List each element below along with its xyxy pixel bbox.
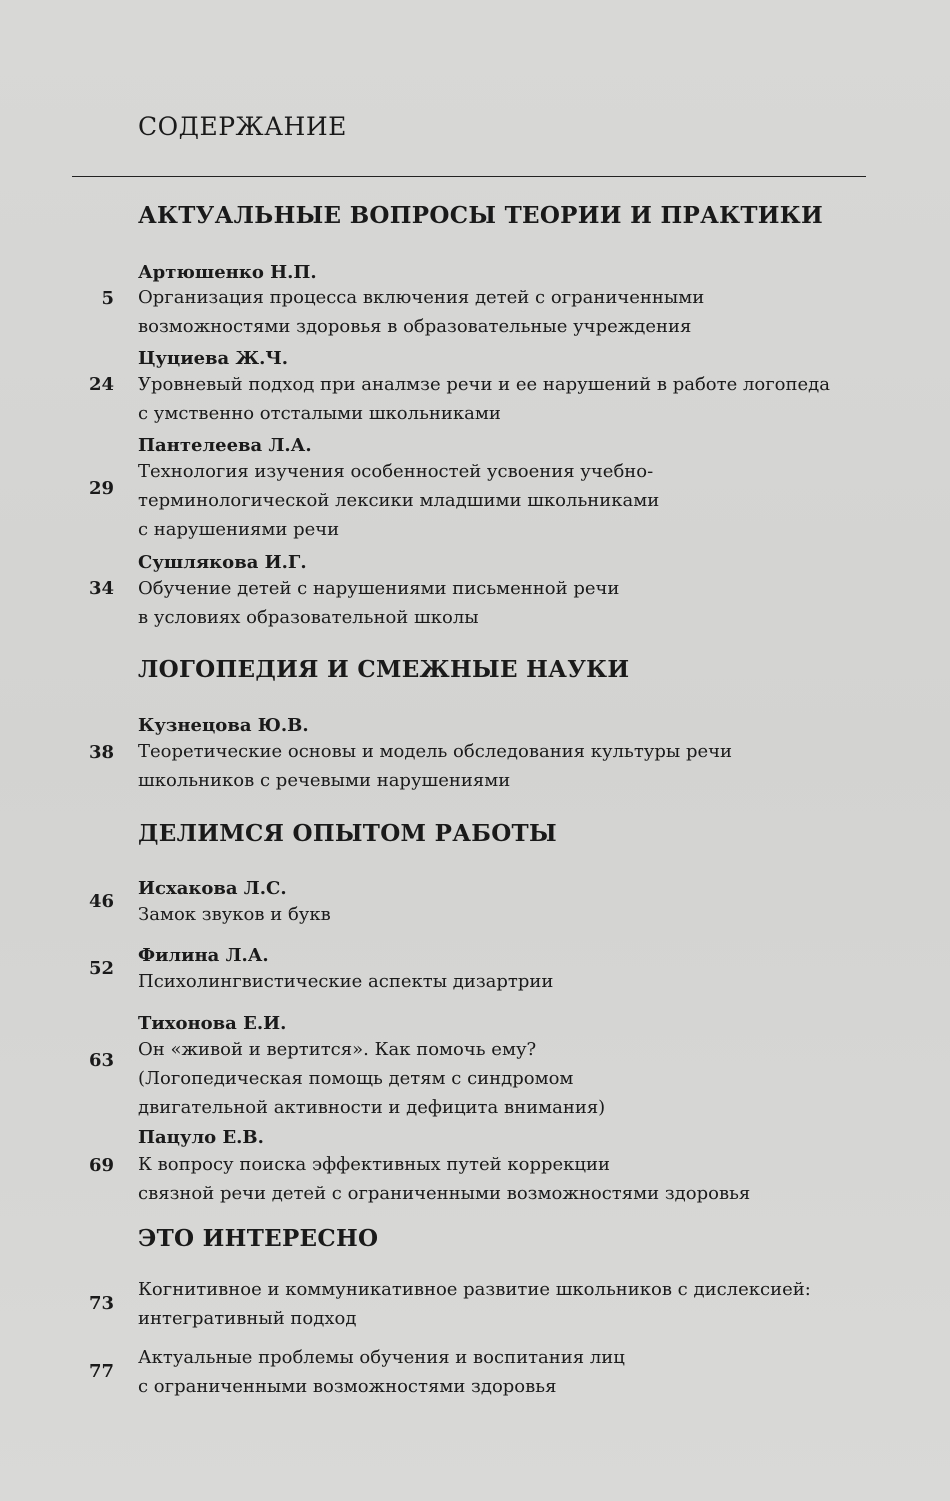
section-heading: ДЕЛИМСЯ ОПЫТОМ РАБОТЫ <box>138 820 557 847</box>
entry-page-number: 52 <box>88 958 114 979</box>
entry-title: Уровневый подход при аналмзе речи и ее нарушений в работе логопеда с умственно отсталыми школьниками <box>138 374 830 424</box>
entry-author: Сушлякова И.Г. <box>138 552 307 573</box>
section-heading: АКТУАЛЬНЫЕ ВОПРОСЫ ТЕОРИИ И ПРАКТИКИ <box>138 202 824 229</box>
entry-title: Он «живой и вертится». Как помочь ему? (Логопедическая помощь детям с синдромом двигательной активности и дефицита внимания) <box>138 1039 606 1118</box>
entry-page-number: 24 <box>88 374 114 395</box>
entry-page-number: 63 <box>88 1050 114 1071</box>
entry-page-number: 34 <box>88 578 114 599</box>
entry-author: Цуциева Ж.Ч. <box>138 348 289 369</box>
entry-title: Замок звуков и букв <box>138 904 331 925</box>
entry-page-number: 46 <box>88 891 114 912</box>
page-title: СОДЕРЖАНИЕ <box>138 112 347 141</box>
section-heading: ЛОГОПЕДИЯ И СМЕЖНЫЕ НАУКИ <box>138 656 630 683</box>
entry-page-number: 69 <box>88 1155 114 1176</box>
entry-title: Актуальные проблемы обучения и воспитания лиц с ограниченными возможностями здоровья <box>138 1347 625 1397</box>
entry-page-number: 73 <box>88 1293 114 1314</box>
section-heading: ЭТО ИНТЕРЕСНО <box>138 1225 379 1252</box>
entry-title: Организация процесса включения детей с ограниченными возможностями здоровья в образовательные учреждения <box>138 287 705 337</box>
entry-page-number: 77 <box>88 1361 114 1382</box>
entry-title: Технология изучения особенностей усвоения учебно- терминологической лексики младшими школьниками с нарушениями речи <box>138 461 660 540</box>
title-divider <box>72 176 866 177</box>
entry-title: Психолингвистические аспекты дизартрии <box>138 971 554 992</box>
entry-page-number: 38 <box>88 742 114 763</box>
entry-author: Исхакова Л.С. <box>138 878 287 899</box>
entry-author: Пантелеева Л.А. <box>138 435 312 456</box>
entry-author: Артюшенко Н.П. <box>138 262 317 283</box>
entry-author: Филина Л.А. <box>138 945 269 966</box>
entry-title: К вопросу поиска эффективных путей коррекции связной речи детей с ограниченными возможностями здоровья <box>138 1154 751 1204</box>
entry-page-number: 29 <box>88 478 114 499</box>
entry-author: Кузнецова Ю.В. <box>138 715 309 736</box>
entry-page-number: 5 <box>101 288 114 309</box>
entry-title: Когнитивное и коммуникативное развитие школьников с дислексией: интегративный подход <box>138 1279 811 1329</box>
entry-author: Тихонова Е.И. <box>138 1013 287 1034</box>
entry-author: Пацуло Е.В. <box>138 1127 264 1148</box>
entry-title: Обучение детей с нарушениями письменной речи в условиях образовательной школы <box>138 578 620 628</box>
entry-title: Теоретические основы и модель обследования культуры речи школьников с речевыми нарушениями <box>138 741 733 791</box>
